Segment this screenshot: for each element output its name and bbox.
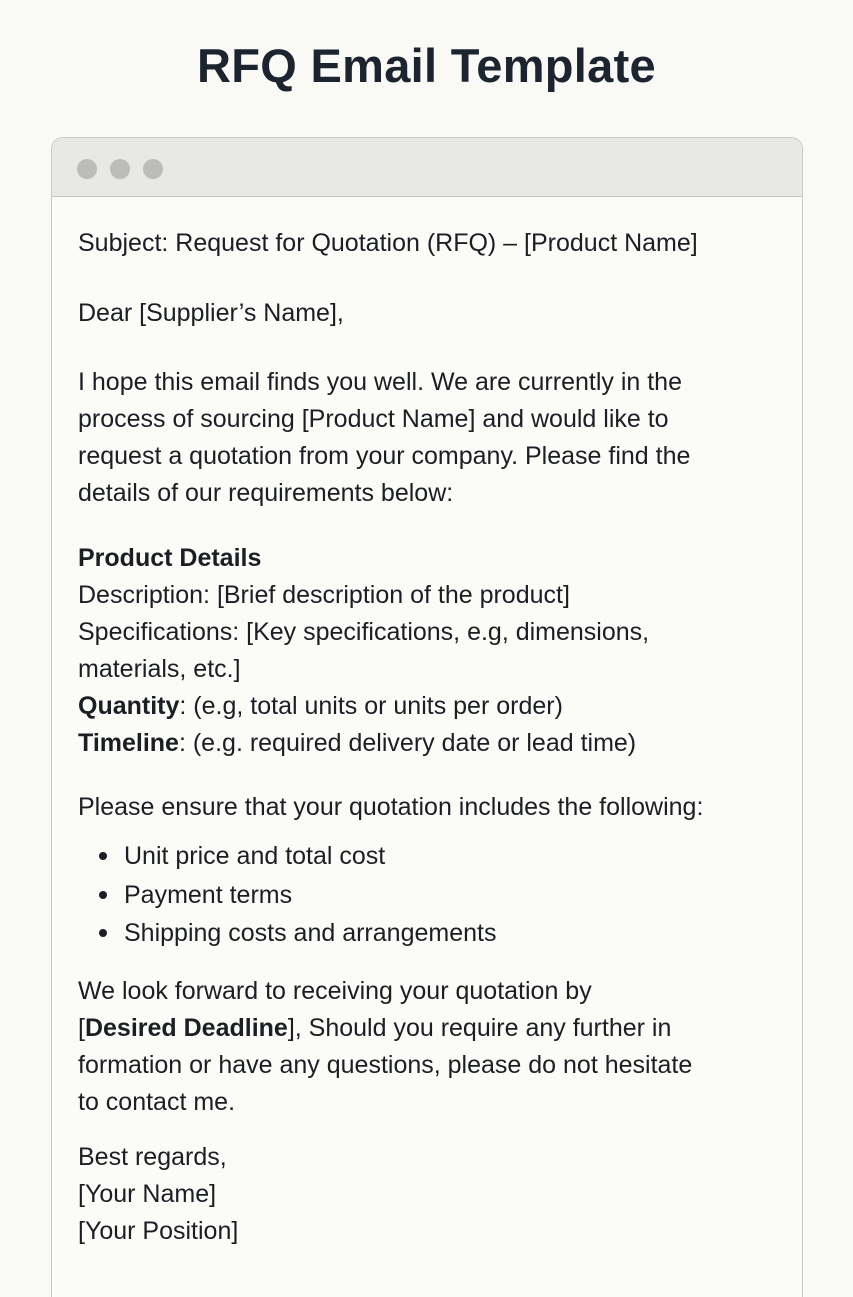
specifications-line: Specifications: [Key specifications, e.g, dimensions, <box>78 618 650 646</box>
sender-name: [Your Name] <box>78 1180 217 1208</box>
closing-line-deadline: [Desired Deadline], Should you require any further in <box>78 1014 672 1042</box>
product-details-section <box>78 540 778 762</box>
includes-list <box>78 837 778 953</box>
quantity-line <box>78 688 778 725</box>
signature-block <box>78 1139 778 1250</box>
bullet-icon <box>99 929 107 937</box>
product-details-heading: Product Details <box>78 544 262 572</box>
intro-paragraph <box>78 364 778 512</box>
timeline-label: Timeline <box>78 729 179 757</box>
signoff: Best regards, <box>78 1143 227 1171</box>
bullet-icon <box>99 891 107 899</box>
closing-paragraph <box>78 973 778 1121</box>
description-line: Description: [Brief description of the product] <box>78 581 570 609</box>
list-item: Payment terms <box>78 876 778 915</box>
deadline-placeholder: Desired Deadline <box>84 1014 288 1042</box>
timeline-value: : (e.g. required delivery date or lead time) <box>178 729 637 757</box>
page-title: RFQ Email Template <box>197 39 656 92</box>
closing-line: We look forward to receiving your quotation by <box>78 977 592 1005</box>
intro-line: request a quotation from your company. Please find the <box>78 442 691 470</box>
list-item: Unit price and total cost <box>78 837 778 876</box>
window-titlebar <box>52 138 802 197</box>
email-greeting: Dear [Supplier’s Name], <box>78 299 344 327</box>
list-item: Shipping costs and arrangements <box>78 914 778 953</box>
intro-line: details of our requirements below: <box>78 479 454 507</box>
email-window <box>51 137 803 1297</box>
email-subject: Subject: Request for Quotation (RFQ) – [Product Name] <box>78 229 698 257</box>
specifications-line-cont: materials, etc.] <box>78 655 241 683</box>
intro-line: process of sourcing [Product Name] and would like to <box>78 405 669 433</box>
intro-line: I hope this email finds you well. We are currently in the <box>78 368 682 396</box>
quantity-label: Quantity <box>78 692 180 720</box>
timeline-line <box>78 725 778 762</box>
closing-line: formation or have any questions, please do not hesitate <box>78 1051 693 1079</box>
includes-intro: Please ensure that your quotation includes the following: <box>78 793 704 821</box>
closing-line: to contact me. <box>78 1088 236 1116</box>
window-control-dot-icon[interactable] <box>77 159 97 179</box>
sender-position: [Your Position] <box>78 1217 239 1245</box>
quantity-value: : (e.g, total units or units per order) <box>179 692 563 720</box>
window-control-dot-icon[interactable] <box>143 159 163 179</box>
bullet-icon <box>99 852 107 860</box>
window-control-dot-icon[interactable] <box>110 159 130 179</box>
